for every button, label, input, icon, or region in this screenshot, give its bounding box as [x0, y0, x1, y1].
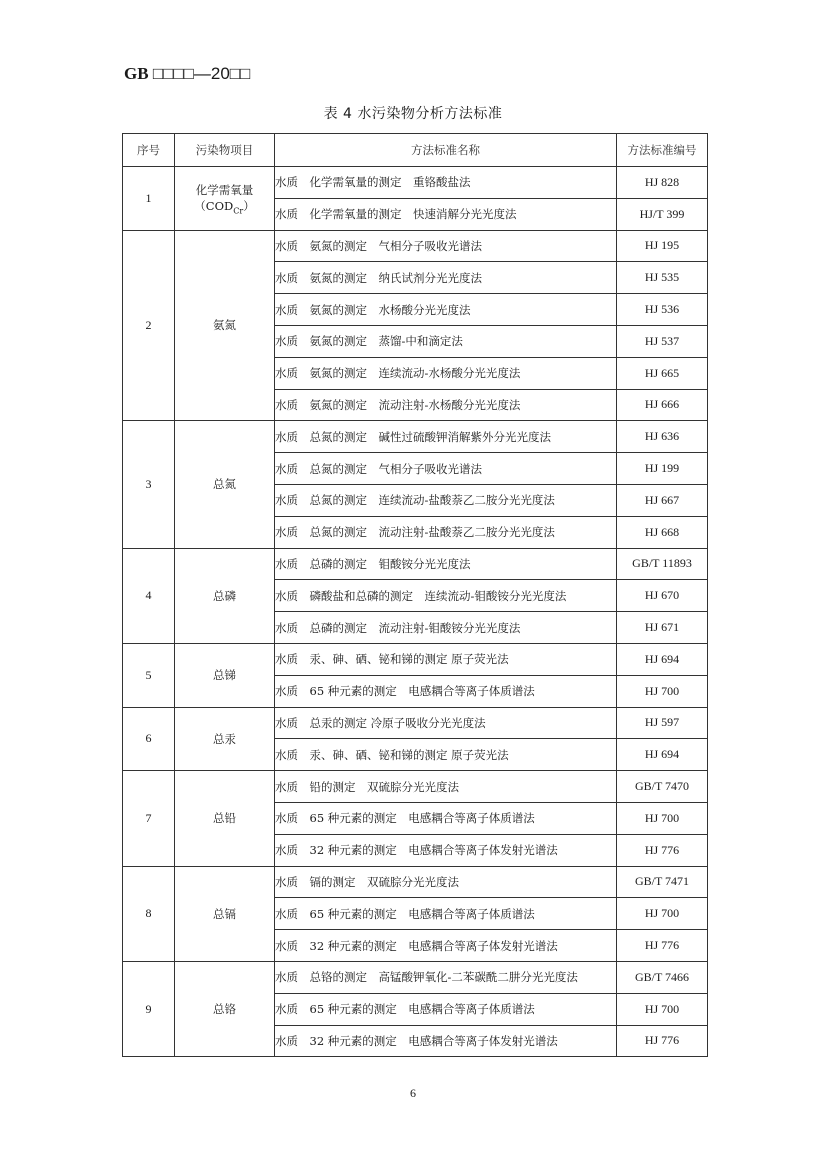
method-code: HJ 700 — [617, 993, 708, 1025]
pollutant-item — [175, 421, 275, 548]
column-header-method-name: 方法标准名称 — [275, 134, 617, 167]
table-title: 表 4 水污染物分析方法标准 — [323, 106, 503, 122]
pollutant-name: 总汞 — [213, 731, 236, 746]
method-code: HJ 694 — [617, 643, 708, 675]
method-name: 水质 铅的测定 双硫腙分光光度法 — [275, 771, 617, 803]
pollutant-item — [175, 167, 275, 231]
abbreviation-close: ） — [243, 198, 255, 213]
serial-number: 1 — [123, 167, 175, 231]
method-code: HJ 535 — [617, 262, 708, 294]
method-code: GB/T 11893 — [617, 548, 708, 580]
method-code: HJ 694 — [617, 739, 708, 771]
method-name: 水质 汞、砷、硒、铋和锑的测定 原子荧光法 — [275, 739, 617, 771]
table-row — [123, 167, 708, 199]
serial-number: 7 — [123, 771, 175, 866]
method-code: HJ 776 — [617, 834, 708, 866]
method-name: 水质 65 种元素的测定 电感耦合等离子体质谱法 — [275, 993, 617, 1025]
method-name: 水质 氨氮的测定 流动注射-水杨酸分光光度法 — [275, 389, 617, 421]
pollutant-item — [175, 548, 275, 643]
method-code: HJ 536 — [617, 294, 708, 326]
method-code: HJ 700 — [617, 802, 708, 834]
table-row — [123, 961, 708, 993]
method-name: 水质 65 种元素的测定 电感耦合等离子体质谱法 — [275, 898, 617, 930]
serial-number: 9 — [123, 961, 175, 1056]
table-row — [123, 866, 708, 898]
serial-number: 3 — [123, 421, 175, 548]
method-code: HJ 700 — [617, 675, 708, 707]
method-name: 水质 32 种元素的测定 电感耦合等离子体发射光谱法 — [275, 930, 617, 962]
pollutant-name: 总氮 — [213, 477, 236, 492]
pollutant-name: 总铅 — [213, 811, 236, 826]
method-name: 水质 总氮的测定 碱性过硫酸钾消解紫外分光光度法 — [275, 421, 617, 453]
table-row — [123, 548, 708, 580]
abbreviation-subscript: Cr — [233, 205, 244, 215]
method-name: 水质 65 种元素的测定 电感耦合等离子体质谱法 — [275, 675, 617, 707]
pollutant-name: 总镉 — [213, 906, 236, 921]
method-name: 水质 磷酸盐和总磷的测定 连续流动-钼酸铵分光光度法 — [275, 580, 617, 612]
method-code: GB/T 7470 — [617, 771, 708, 803]
serial-number: 6 — [123, 707, 175, 771]
serial-number: 4 — [123, 548, 175, 643]
method-name: 水质 32 种元素的测定 电感耦合等离子体发射光谱法 — [275, 1025, 617, 1057]
method-code: HJ 668 — [617, 516, 708, 548]
method-code: HJ 537 — [617, 325, 708, 357]
method-name: 水质 氨氮的测定 连续流动-水杨酸分光光度法 — [275, 357, 617, 389]
method-code: HJ/T 399 — [617, 198, 708, 230]
method-code: HJ 665 — [617, 357, 708, 389]
pollutant-abbreviation — [175, 198, 274, 215]
pollutant-name: 总铬 — [213, 1002, 236, 1017]
serial-number: 5 — [123, 643, 175, 707]
method-name: 水质 镉的测定 双硫腙分光光度法 — [275, 866, 617, 898]
pollutant-item — [175, 643, 275, 707]
pollutant-item — [175, 771, 275, 866]
pollutant-item — [175, 707, 275, 771]
method-name: 水质 65 种元素的测定 电感耦合等离子体质谱法 — [275, 802, 617, 834]
pollutant-name: 氨氮 — [213, 318, 236, 333]
method-code: HJ 776 — [617, 930, 708, 962]
method-name: 水质 氨氮的测定 气相分子吸收光谱法 — [275, 230, 617, 262]
method-code: HJ 776 — [617, 1025, 708, 1057]
abbreviation-text: （COD — [194, 198, 234, 213]
table-row — [123, 643, 708, 675]
method-code: GB/T 7466 — [617, 961, 708, 993]
method-name: 水质 32 种元素的测定 电感耦合等离子体发射光谱法 — [275, 834, 617, 866]
method-code: HJ 199 — [617, 453, 708, 485]
method-name: 水质 总氮的测定 气相分子吸收光谱法 — [275, 453, 617, 485]
table-row — [123, 771, 708, 803]
method-code: HJ 700 — [617, 898, 708, 930]
method-code: HJ 670 — [617, 580, 708, 612]
methods-table — [122, 133, 708, 1057]
method-name: 水质 总氮的测定 连续流动-盐酸萘乙二胺分光光度法 — [275, 484, 617, 516]
table-row — [123, 421, 708, 453]
pollutant-name: 总锑 — [213, 668, 236, 683]
method-code: HJ 667 — [617, 484, 708, 516]
pollutant-name: 化学需氧量 — [195, 182, 254, 197]
pollutant-item — [175, 961, 275, 1056]
table-row — [123, 230, 708, 262]
method-name: 水质 氨氮的测定 纳氏试剂分光光度法 — [275, 262, 617, 294]
method-name: 水质 氨氮的测定 水杨酸分光光度法 — [275, 294, 617, 326]
method-code: HJ 666 — [617, 389, 708, 421]
method-name: 水质 总铬的测定 高锰酸钾氧化-二苯碳酰二肼分光光度法 — [275, 961, 617, 993]
table-header-row — [123, 134, 708, 167]
method-name: 水质 氨氮的测定 蒸馏-中和滴定法 — [275, 325, 617, 357]
pollutant-name: 总磷 — [213, 588, 236, 603]
column-header-pollutant: 污染物项目 — [175, 134, 275, 167]
document-code — [124, 64, 250, 84]
table-row — [123, 707, 708, 739]
column-header-no: 序号 — [123, 134, 175, 167]
serial-number: 2 — [123, 230, 175, 421]
document-code-prefix: GB — [124, 64, 149, 83]
method-name: 水质 汞、砷、硒、铋和锑的测定 原子荧光法 — [275, 643, 617, 675]
pollutant-item — [175, 230, 275, 421]
method-code: HJ 828 — [617, 167, 708, 199]
method-name: 水质 化学需氧量的测定 快速消解分光光度法 — [275, 198, 617, 230]
method-code: HJ 195 — [617, 230, 708, 262]
serial-number: 8 — [123, 866, 175, 961]
method-code: HJ 671 — [617, 612, 708, 644]
method-code: HJ 597 — [617, 707, 708, 739]
method-code: HJ 636 — [617, 421, 708, 453]
document-code-number: □□□□—20□□ — [152, 64, 251, 83]
method-name: 水质 总汞的测定 冷原子吸收分光光度法 — [275, 707, 617, 739]
method-name: 水质 总氮的测定 流动注射-盐酸萘乙二胺分光光度法 — [275, 516, 617, 548]
column-header-method-code: 方法标准编号 — [617, 134, 708, 167]
pollutant-item — [175, 866, 275, 961]
method-name: 水质 总磷的测定 流动注射-钼酸铵分光光度法 — [275, 612, 617, 644]
method-code: GB/T 7471 — [617, 866, 708, 898]
method-name: 水质 化学需氧量的测定 重铬酸盐法 — [275, 167, 617, 199]
page-number: 6 — [410, 1086, 416, 1100]
method-name: 水质 总磷的测定 钼酸铵分光光度法 — [275, 548, 617, 580]
table-body — [123, 167, 708, 1057]
